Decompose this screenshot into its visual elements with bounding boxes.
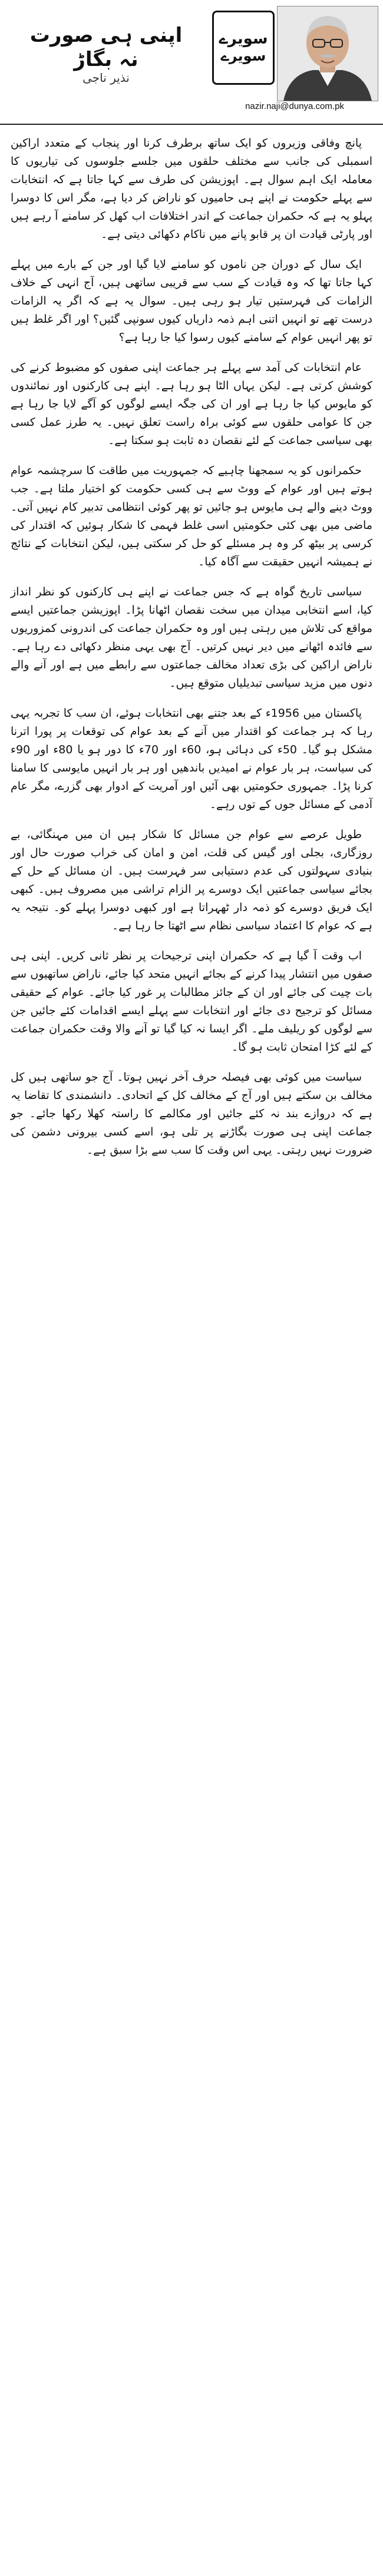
article-paragraph: عام انتخابات کی آمد سے پہلے ہر جماعت اپنی صفوں کو مضبوط کرنے کی کوشش کرتی ہے۔ لیکن یہاں الٹا ہو رہا ہے۔ اپنے ہی کارکنوں اور نمائندوں کو مایوس کیا جا رہا ہے اور ان کی جگہ ایسے لوگوں کو آگے لایا جا رہا ہے جن کا عوامی حلقوں سے کوئی براہ راست تعلق نہیں۔ یہ طرز عمل کسی بھی سیاسی جماعت کے لئے نقصان دہ ثابت ہو سکتا ہے۔ (11, 361, 372, 447)
article-paragraph: اب وقت آ گیا ہے کہ حکمران اپنی ترجیحات پر نظر ثانی کریں۔ اپنی ہی صفوں میں انتشار پیدا کرنے کے بجائے انہیں متحد کیا جائے، ناراض ساتھیوں سے بات چیت کی جائے اور ان کے جائز مطالبات پر غور کیا جائے۔ عوام کے حقیقی مسائل کو ترجیح دی جائے اور انتخابات سے پہلے ایسے اقدامات کئے جائیں جن سے لوگوں کو ریلیف ملے۔ اگر ایسا نہ کیا گیا تو آنے والا وقت حکمران جماعت کے لئے کڑا امتحان ثابت ہو گا۔ (11, 949, 372, 1054)
column-logo-line-2: سویرے (220, 48, 266, 65)
article-paragraph: سیاسی تاریخ گواہ ہے کہ جس جماعت نے اپنے ہی کارکنوں کو نظر انداز کیا، اسے انتخابی میدان میں سخت نقصان اٹھانا پڑا۔ اپوزیشن جماعتیں ایسے مواقع کی تلاش میں رہتی ہیں اور وہ حکمران جماعت کی اندرونی کمزوریوں سے فائدہ اٹھانے میں دیر نہیں کرتیں۔ آج بھی یہی منظر دکھائی دے رہا ہے۔ ناراض اراکین کی بڑی تعداد مخالف جماعتوں سے رابطے میں ہے اور آنے والے دنوں میں مزید سیاسی تبدیلیاں متوقع ہیں۔ (11, 585, 372, 690)
article-paragraph: پاکستان میں 1956ء کے بعد جتنے بھی انتخابات ہوئے، ان سب کا تجربہ یہی رہا کہ ہر جماعت کو اقتدار میں آنے کے بعد عوام کی توقعات پر پورا اترنا مشکل ہو گیا۔ 50ء کی دہائی ہو، 60ء اور 70ء کا دور ہو یا 80ء اور 90ء کی سیاست، ہر بار عوام نے امیدیں باندھیں اور ہر بار انہیں مایوسی کا سامنا کرنا پڑا۔ جمہوری حکومتیں بھی آئیں اور آمریت کے ادوار بھی گزرے، مگر عام آدمی کے مسائل جوں کے توں رہے۔ (11, 707, 372, 811)
author-portrait-image (278, 6, 378, 101)
column-header (0, 0, 383, 125)
column-headline: اپنی ہی صورت نہ بگاڑ (29, 24, 183, 71)
author-email: nazir.naji@dunya.com.pk (245, 101, 344, 111)
author-name: نذیر ناجی (82, 71, 130, 85)
article-paragraph: ایک سال کے دوران جن ناموں کو سامنے لایا گیا اور جن کے بارے میں پہلے کہا جاتا تھا کہ وہ قیادت کے سب سے قریبی ساتھی ہیں، آج انہی کے خلاف الزامات کی فہرستیں تیار ہو رہی ہیں۔ سوال یہ ہے کہ اگر یہ الزامات درست تھے تو انہیں اتنی اہم ذمہ داریاں کیوں سونپی گئیں؟ اور اگر غلط ہیں تو پھر انہیں عوام کے سامنے کیوں رسوا کیا جا رہا ہے؟ (11, 258, 372, 344)
article-paragraph: سیاست میں کوئی بھی فیصلہ حرف آخر نہیں ہوتا۔ آج جو ساتھی ہیں کل مخالف بن سکتے ہیں اور آج کے مخالف کل کے اتحادی۔ دانشمندی کا تقاضا یہ ہے کہ دروازے بند نہ کئے جائیں اور مکالمے کا راستہ کھلا رکھا جائے۔ جو جماعت اپنی ہی صورت بگاڑنے پر تلی ہو، اسے کسی بیرونی دشمن کی ضرورت نہیں رہتی۔ یہی اس وقت کا سب سے بڑا سبق ہے۔ (11, 1071, 372, 1157)
column-logo-line-1: سویرے (219, 30, 268, 48)
author-portrait (277, 6, 378, 101)
article-paragraph: حکمرانوں کو یہ سمجھنا چاہیے کہ جمہوریت میں طاقت کا سرچشمہ عوام ہوتے ہیں اور عوام کے ووٹ سے ہی کسی حکومت کو اختیار ملتا ہے۔ جب ووٹ دینے والے ہی مایوس ہو جائیں تو پھر کوئی انتظامی تدبیر کام نہیں آتی۔ ماضی میں بھی کئی حکومتیں اسی غلط فہمی کا شکار ہوئیں کہ اقتدار کی کرسی پر بیٹھ کر وہ ہر مسئلے کو حل کر سکتی ہیں، لیکن انتخابات کے نتائج نے ہمیشہ انہیں حقیقت سے آگاہ کیا۔ (11, 464, 372, 568)
article-paragraph: پانچ وفاقی وزیروں کو ایک ساتھ برطرف کرنا اور پنجاب کے متعدد اراکین اسمبلی کی جانب سے مختلف حلقوں میں جلسے جلوسوں کی تیاریوں کا معاملہ ایک اہم سوال ہے۔ اپوزیشن کی طرف سے کہا جاتا ہے کہ انتخابات سے پہلے حکومت نے اپنے ہی حامیوں کو ناراض کر دیا ہے، مگر اس کا دوسرا پہلو یہ ہے کہ حکمران جماعت کے اندر اختلافات اب کھل کر سامنے آ رہے ہیں اور پارٹی قیادت ان پر قابو پانے میں ناکام دکھائی دیتی ہے۔ (11, 137, 372, 241)
article-paragraph: طویل عرصے سے عوام جن مسائل کا شکار ہیں ان میں مہنگائی، بے روزگاری، بجلی اور گیس کی قلت، امن و امان کی خراب صورت حال اور بنیادی سہولتوں کی عدم دستیابی سر فہرست ہیں۔ ان مسائل کے حل کے بجائے سیاسی جماعتیں ایک دوسرے پر الزام تراشی میں مصروف ہیں۔ کبھی ایک فریق دوسرے کو ذمہ دار ٹھہراتا ہے اور کبھی دوسرا پہلے کو۔ نتیجہ یہ ہے کہ عوام کا اعتماد سیاسی نظام سے اٹھتا جا رہا ہے۔ (11, 828, 372, 932)
column-logo (212, 11, 275, 85)
article-body (11, 134, 372, 1171)
